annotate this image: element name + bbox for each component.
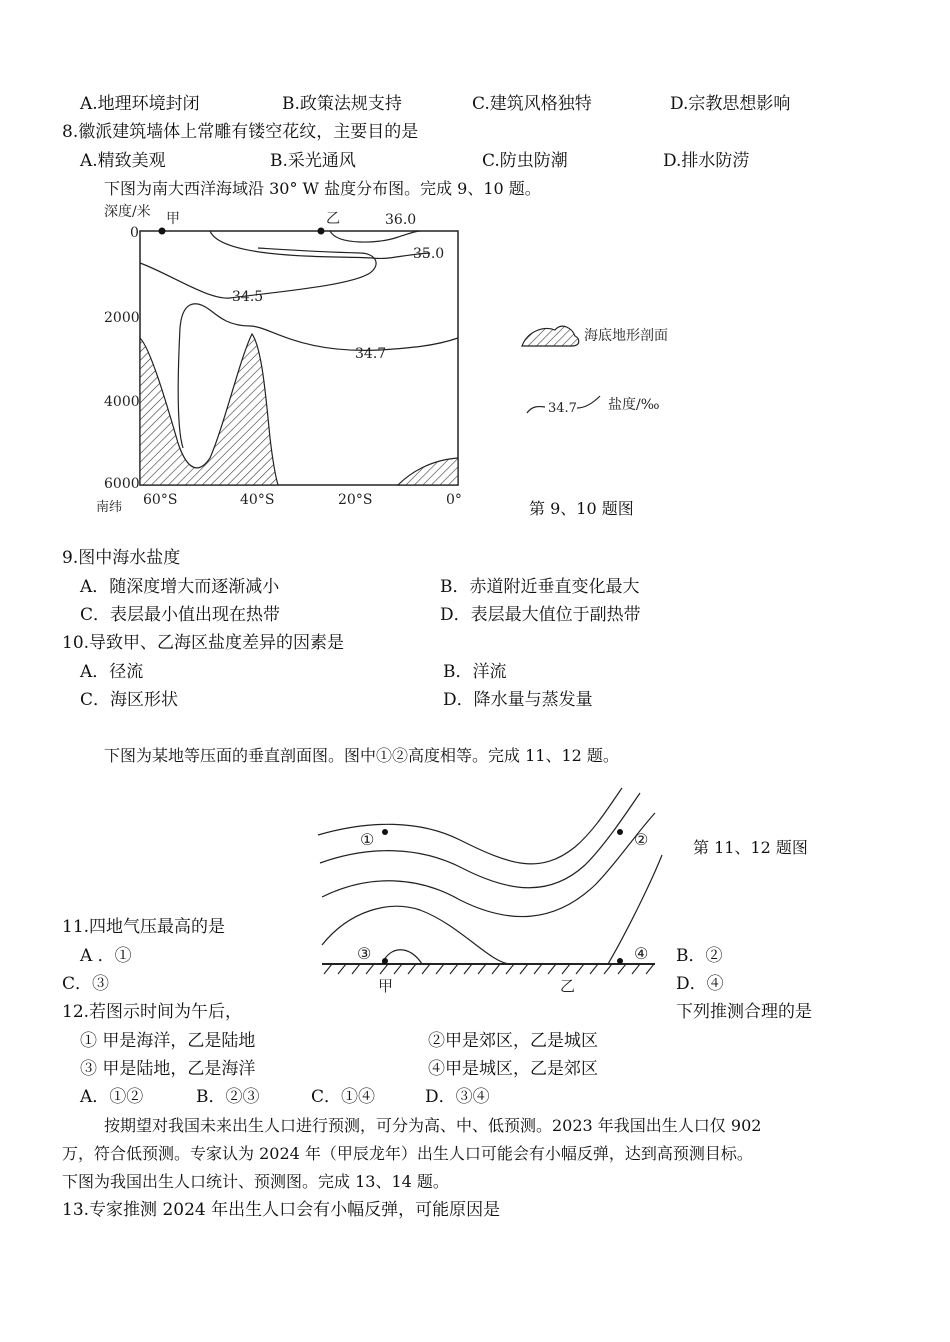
isoline-36 (330, 231, 420, 242)
intro-13-14-line1: 按期望对我国未来出生人口进行预测，可分为高、中、低预测。2023 年我国出生人口仅 902 (104, 1116, 762, 1135)
q12-stem-left: 12.若图示时间为午后， (62, 1002, 243, 1022)
isobar-4 (322, 906, 510, 964)
q8-option-b: B.采光通风 (270, 151, 356, 171)
intro-11-12: 下图为某地等压面的垂直剖面图。图中①②高度相等。完成 11、12 题。 (104, 746, 619, 765)
q9-option-a: A．随深度增大而逐渐减小 (80, 577, 280, 597)
x-tick-40s: 40°S (240, 492, 275, 508)
q7-option-d: D.宗教思想影响 (670, 94, 791, 114)
q9-option-c: C．表层最小值出现在热带 (80, 605, 281, 625)
seabed-left (140, 334, 278, 485)
q9-option-d: D．表层最大值位于副热带 (440, 605, 641, 625)
q7-option-a: A.地理环境封闭 (80, 94, 200, 114)
q12-statement-1: ① 甲是海洋，乙是陆地 (80, 1031, 256, 1051)
q10-stem: 10.导致甲、乙海区盐度差异的因素是 (62, 633, 345, 653)
isoline-label-36: 36.0 (385, 212, 417, 228)
q12-option-d: D．③④ (425, 1087, 490, 1107)
q11-option-a: A ．① (80, 946, 132, 966)
legend-seabed-label: 海底地形剖面 (584, 328, 668, 344)
figure-9-10-caption: 第 9、10 题图 (529, 499, 634, 518)
x-tick-0: 0° (446, 492, 462, 508)
y-tick-0: 0 (130, 225, 139, 241)
isobar-3 (322, 813, 655, 917)
point-jia (159, 228, 166, 235)
label-yi: 乙 (326, 211, 340, 227)
ground-hatch (324, 964, 654, 974)
q12-statement-2: ②甲是郊区，乙是城区 (428, 1031, 598, 1051)
q8-option-a: A.精致美观 (80, 151, 166, 171)
isoline-label-35: 35.0 (413, 246, 445, 262)
q8-option-c: C.防虫防潮 (482, 151, 568, 171)
q12-stem-right: 下列推测合理的是 (676, 1002, 812, 1022)
corner-label: 南纬 (96, 500, 123, 515)
q12-statement-4: ④甲是城区，乙是郊区 (428, 1059, 598, 1079)
q13-stem: 13.专家推测 2024 年出生人口会有小幅反弹，可能原因是 (62, 1200, 501, 1220)
isoline-35 (210, 231, 430, 258)
q10-option-d: D．降水量与蒸发量 (443, 690, 593, 710)
q9-option-b: B．赤道附近垂直变化最大 (440, 577, 640, 597)
y-tick-2000: 2000 (104, 310, 140, 326)
y-axis-title: 深度/米 (104, 204, 151, 220)
q12-option-c: C．①④ (311, 1087, 376, 1107)
q12-option-b: B．②③ (196, 1087, 260, 1107)
q10-option-c: C．海区形状 (80, 690, 179, 710)
intro-13-14-line2: 万，符合低预测。专家认为 2024 年（甲辰龙年）出生人口可能会有小幅反弹，达到高预测目标。 (62, 1144, 753, 1163)
label-point-4: ④ (634, 944, 649, 963)
point-2 (617, 829, 623, 835)
legend-isoline-value: 34.7 (548, 401, 577, 416)
q11-option-c: C．③ (62, 974, 110, 994)
q7-option-c: C.建筑风格独特 (472, 94, 592, 114)
q11-option-d: D．④ (676, 974, 724, 994)
point-yi (318, 228, 325, 235)
intro-9-10: 下图为南大西洋海域沿 30° W 盐度分布图。完成 9、10 题。 (104, 179, 541, 198)
label-point-2: ② (634, 830, 649, 849)
isoline-label-34-7: 34.7 (355, 346, 387, 362)
ground-label-yi: 乙 (560, 977, 576, 995)
legend-seabed-swatch (522, 326, 579, 346)
label-jia: 甲 (166, 211, 180, 227)
seabed-right (398, 458, 458, 485)
point-4 (617, 958, 623, 964)
q8-stem: 8.徽派建筑墙体上常雕有镂空花纹，主要目的是 (62, 122, 419, 142)
figure-11-12-caption: 第 11、12 题图 (693, 838, 808, 857)
isoline-34-7 (178, 304, 458, 448)
q12-statement-3: ③ 甲是陆地，乙是海洋 (80, 1059, 256, 1079)
q10-option-b: B．洋流 (443, 662, 507, 682)
q11-option-b: B．② (676, 946, 723, 966)
y-tick-6000: 6000 (104, 476, 140, 492)
salinity-figure (90, 198, 790, 518)
chart-frame (140, 231, 458, 485)
point-3 (382, 958, 388, 964)
q9-stem: 9.图中海水盐度 (62, 548, 181, 568)
y-tick-4000: 4000 (104, 394, 140, 410)
isobar-figure (310, 785, 690, 995)
q8-option-d: D.排水防涝 (663, 151, 750, 171)
q11-stem: 11.四地气压最高的是 (62, 917, 226, 937)
q12-option-a: A．①② (80, 1087, 144, 1107)
isobar-5 (382, 950, 422, 964)
x-tick-60s: 60°S (143, 492, 178, 508)
label-point-3: ③ (357, 944, 372, 963)
intro-13-14-line3: 下图为我国出生人口统计、预测图。完成 13、14 题。 (62, 1172, 449, 1191)
point-1 (382, 829, 388, 835)
q7-option-b: B.政策法规支持 (282, 94, 402, 114)
label-point-1: ① (360, 830, 375, 849)
x-tick-20s: 20°S (338, 492, 373, 508)
q10-option-a: A．径流 (80, 662, 144, 682)
legend-isoline-label: 盐度/‰ (608, 397, 660, 413)
isoline-label-34-5: 34.5 (232, 289, 264, 305)
ground-label-jia: 甲 (378, 977, 394, 995)
